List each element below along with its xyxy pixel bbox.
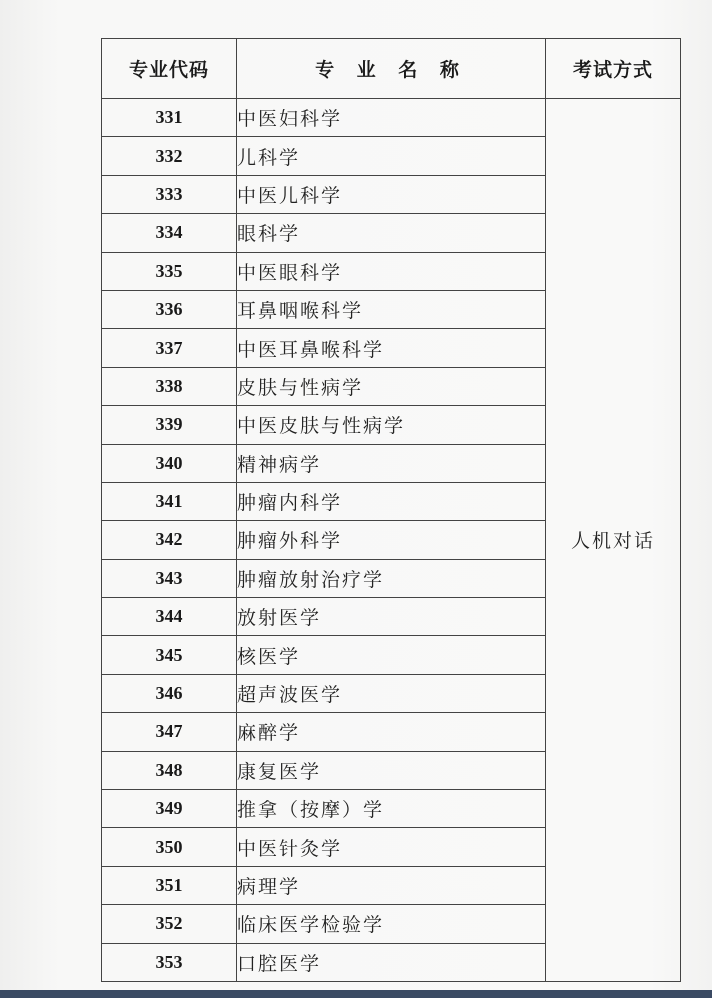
major-name-cell: 儿科学 [237, 137, 546, 175]
major-name-cell: 眼科学 [237, 214, 546, 252]
major-code-cell: 333 [102, 175, 237, 213]
major-code-cell: 347 [102, 713, 237, 751]
major-code-cell: 334 [102, 214, 237, 252]
major-code-cell: 352 [102, 905, 237, 943]
major-name-cell: 康复医学 [237, 751, 546, 789]
major-name-cell: 中医眼科学 [237, 252, 546, 290]
major-name-cell: 临床医学检验学 [237, 905, 546, 943]
major-code-cell: 338 [102, 367, 237, 405]
header-major-code: 专业代码 [102, 39, 237, 99]
header-exam-method: 考试方式 [546, 39, 681, 99]
major-code-cell: 345 [102, 636, 237, 674]
major-code-cell: 342 [102, 521, 237, 559]
major-code-cell: 351 [102, 866, 237, 904]
major-name-cell: 肿瘤放射治疗学 [237, 559, 546, 597]
major-name-cell: 中医妇科学 [237, 99, 546, 137]
major-name-cell: 推拿（按摩）学 [237, 790, 546, 828]
header-row [102, 39, 681, 99]
major-code-cell: 349 [102, 790, 237, 828]
major-name-cell: 放射医学 [237, 598, 546, 636]
major-name-cell: 核医学 [237, 636, 546, 674]
major-code-cell: 346 [102, 674, 237, 712]
table-body [102, 99, 681, 982]
table-row [102, 99, 681, 137]
major-name-cell: 口腔医学 [237, 943, 546, 981]
major-code-cell: 350 [102, 828, 237, 866]
major-code-cell: 341 [102, 482, 237, 520]
major-code-cell: 339 [102, 406, 237, 444]
major-name-cell: 中医儿科学 [237, 175, 546, 213]
major-name-cell: 耳鼻咽喉科学 [237, 290, 546, 328]
major-code-cell: 348 [102, 751, 237, 789]
major-code-cell: 331 [102, 99, 237, 137]
major-code-cell: 336 [102, 290, 237, 328]
major-code-cell: 335 [102, 252, 237, 290]
major-code-cell: 340 [102, 444, 237, 482]
major-name-cell: 超声波医学 [237, 674, 546, 712]
header-major-name: 专 业 名 称 [237, 39, 546, 99]
table-header [102, 39, 681, 99]
exam-method-cell: 人机对话 [546, 99, 681, 982]
major-code-cell: 332 [102, 137, 237, 175]
bottom-edge-strip [0, 990, 712, 998]
major-name-cell: 中医皮肤与性病学 [237, 406, 546, 444]
major-name-cell: 精神病学 [237, 444, 546, 482]
major-code-cell: 344 [102, 598, 237, 636]
major-name-cell: 肿瘤内科学 [237, 482, 546, 520]
major-code-cell: 353 [102, 943, 237, 981]
major-name-cell: 麻醉学 [237, 713, 546, 751]
major-name-cell: 肿瘤外科学 [237, 521, 546, 559]
major-table [101, 38, 681, 982]
major-code-cell: 337 [102, 329, 237, 367]
major-name-cell: 中医耳鼻喉科学 [237, 329, 546, 367]
major-name-cell: 中医针灸学 [237, 828, 546, 866]
major-name-cell: 皮肤与性病学 [237, 367, 546, 405]
major-code-cell: 343 [102, 559, 237, 597]
major-name-cell: 病理学 [237, 866, 546, 904]
